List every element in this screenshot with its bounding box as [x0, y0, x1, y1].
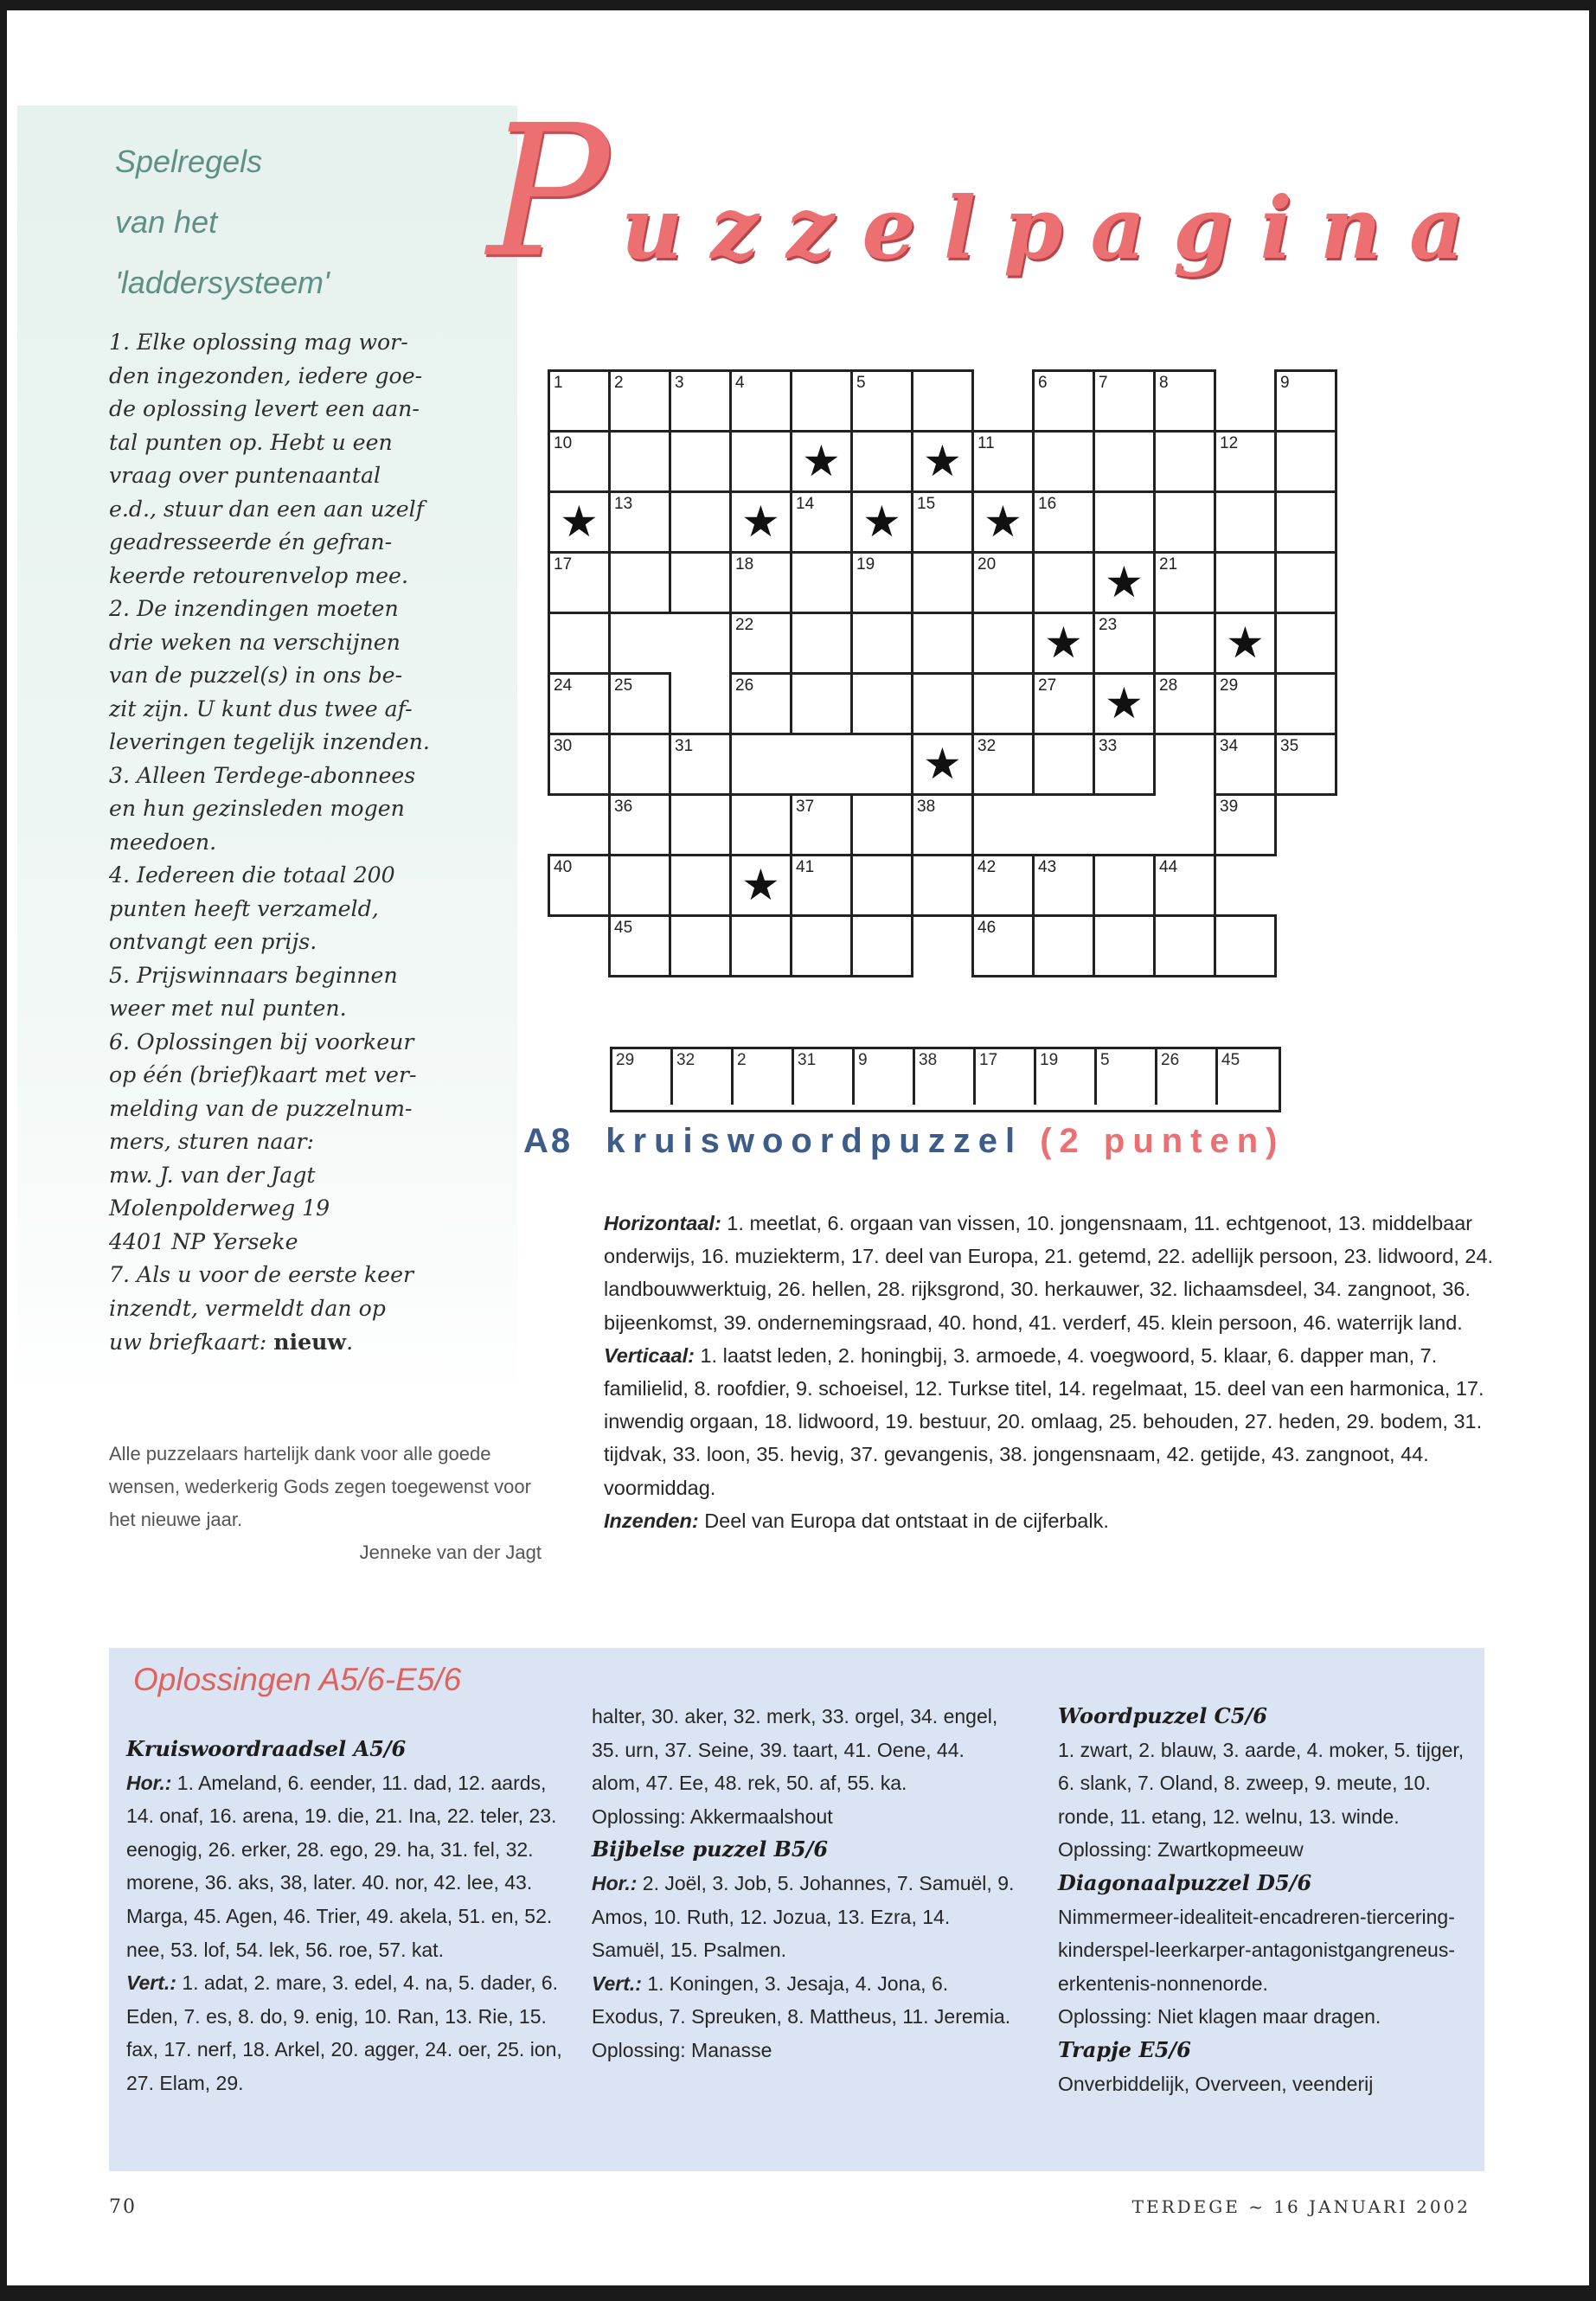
solution-heading: Bijbelse puzzel B5/6 [592, 1836, 829, 1862]
answer-bar-number: 5 [1100, 1051, 1110, 1069]
answer-bar-cell[interactable] [673, 1049, 734, 1105]
rule-line: geadresseerde én gefran- [109, 529, 393, 554]
clues-vertical-label: Verticaal: [604, 1343, 695, 1367]
grid-cell[interactable] [1093, 612, 1153, 672]
grid-cell[interactable] [790, 490, 850, 551]
grid-cell-number: 36 [614, 798, 633, 816]
grid-cell[interactable] [729, 551, 790, 612]
grid-cell-number: 9 [1280, 374, 1290, 392]
grid-cell-number: 44 [1159, 858, 1178, 876]
grid-cell[interactable] [850, 430, 911, 490]
rule-line: 4401 NP Yerseke [109, 1228, 298, 1254]
grid-cell-number: 18 [735, 555, 754, 574]
grid-cell[interactable] [729, 672, 790, 735]
grid-cell-number: 17 [554, 555, 573, 574]
answer-bar-number: 31 [798, 1051, 817, 1069]
grid-cell[interactable] [548, 612, 611, 672]
grid-cell-number: 4 [735, 374, 745, 392]
grid-cell-star[interactable] [971, 490, 1032, 551]
rule-line: 5. Prijswinnaars beginnen [109, 962, 398, 988]
grid-cell[interactable] [850, 793, 911, 854]
answer-bar-cell[interactable] [855, 1049, 915, 1105]
solution-body: 1. Ameland, 6. eender, 11. dad, 12. aards, 14. onaf, 16. arena, 19. die, 21. Ina, 22. teler, 23. eenogig, 26. erker, 28. ego, 29. ha, 31. fel, 32. morene, 36. aks, 38, later. 40. nor, 42. lee, 43. Marga, 45. Agen, 46. Trier, 49. akela, 51. en, 52. nee, 53. lof, 54. lek, 56. roe, 57. kat. [126, 1771, 557, 1961]
rules-title [115, 131, 461, 313]
clues-vertical [604, 1339, 1495, 1504]
puzzle-points: (2 punten) [1040, 1122, 1285, 1160]
grid-cell[interactable] [850, 914, 913, 977]
grid-cell[interactable] [608, 793, 669, 854]
rule-line: de oplossing levert een aan- [109, 396, 420, 421]
grid-cell-number: 46 [977, 919, 997, 937]
grid-cell-number: 23 [1099, 616, 1118, 634]
solutions-title: Oplossingen A5/6-E5/6 [133, 1662, 462, 1697]
answer-bar-cell[interactable] [794, 1049, 855, 1105]
grid-cell[interactable] [911, 490, 971, 551]
answer-bar-cell[interactable] [734, 1049, 794, 1105]
grid-cell[interactable] [1093, 490, 1153, 551]
grid-cell-number: 21 [1159, 555, 1178, 574]
clues-horizontal [604, 1207, 1495, 1339]
solution-answer: Oplossing: Akkermaalshout [592, 1804, 833, 1828]
grid-cell[interactable] [669, 914, 729, 977]
rule-line: 3. Alleen Terdege-abonnees [109, 762, 416, 788]
answer-bar-number: 38 [919, 1051, 938, 1069]
grid-cell[interactable] [608, 914, 669, 977]
grid-cell[interactable] [729, 612, 790, 672]
solution-heading: Woordpuzzel C5/6 [1058, 1703, 1267, 1728]
grid-cell[interactable] [911, 793, 974, 854]
grid-cell[interactable] [1153, 612, 1214, 672]
grid-cell[interactable] [1032, 551, 1093, 612]
rule-line: weer met nul punten. [109, 996, 347, 1021]
rule-line: 7. Als u voor de eerste keer [109, 1262, 414, 1287]
grid-cell[interactable] [790, 854, 850, 914]
rule-line: punten heeft verzameld, [109, 895, 379, 921]
clues-horizontal-text: 1. meetlat, 6. orgaan van vissen, 10. jongensnaam, 11. echtgenoot, 13. middelbaar onderwijs, 16. muziekterm, 17. deel van Europa, 21. getemd, 22. adellijk persoon, 23. lidwoord, 24. landbouwwerktuig, 26. hellen, 28. rijksgrond, 30. herkauwer, 32. lichaamsdeel, 34. zangnoot, 36. bijeenkomst, 39. ondernemingsraad, 40. hond, 41. verderf, 45. klein persoon, 46. waterrijk land. [604, 1212, 1494, 1334]
answer-bar-number: 17 [979, 1051, 998, 1069]
grid-cell-number: 27 [1038, 676, 1057, 695]
grid-cell[interactable] [1153, 551, 1214, 612]
grid-cell[interactable] [548, 369, 608, 430]
grid-cell[interactable] [1214, 733, 1274, 793]
solution-text [126, 1766, 567, 1967]
solution-text [592, 1867, 1016, 1967]
grid-cell-number: 37 [796, 798, 815, 816]
answer-bar-number: 45 [1221, 1051, 1240, 1069]
grid-cell-number: 24 [554, 676, 573, 695]
answer-bar-cell[interactable] [1157, 1049, 1218, 1105]
rule-line: ontvangt een prijs. [109, 929, 317, 954]
rule-last-suffix: . [346, 1330, 354, 1355]
grid-cell[interactable] [1032, 490, 1093, 551]
grid-cell[interactable] [669, 854, 729, 914]
grid-cell[interactable] [548, 854, 608, 917]
grid-cell[interactable] [548, 672, 608, 733]
solution-heading: Diagonaalpuzzel D5/6 [1058, 1869, 1312, 1895]
grid-cell-number: 32 [977, 737, 997, 755]
answer-bar-cell[interactable] [915, 1049, 976, 1105]
grid-cell-number: 25 [614, 676, 633, 695]
grid-cell[interactable] [790, 914, 850, 977]
grid-cell[interactable] [669, 793, 729, 854]
grid-cell[interactable] [608, 490, 669, 551]
rule-line: keerde retourenvelop mee. [109, 562, 408, 588]
solution-body: Onverbiddelijk, Overveen, veenderij [1058, 2072, 1374, 2095]
grid-cell-number: 29 [1220, 676, 1239, 695]
rules-list [109, 326, 472, 1360]
grid-cell-star[interactable] [1093, 551, 1153, 612]
rules-title-line: Spelregels [115, 144, 263, 179]
grid-cell[interactable] [1032, 430, 1093, 490]
thanks-text: Alle puzzelaars hartelijk dank voor alle goede wensen, wederkerig Gods zegen toegewenst voor het nieuwe jaar. [109, 1443, 531, 1530]
grid-cell[interactable] [1093, 430, 1153, 490]
grid-cell[interactable] [1274, 490, 1337, 551]
grid-cell[interactable] [790, 612, 850, 672]
grid-cell[interactable] [1153, 914, 1214, 977]
grid-cell[interactable] [971, 854, 1032, 914]
grid-cell[interactable] [850, 369, 911, 430]
grid-cell-number: 11 [977, 434, 995, 452]
rule-line: 6. Oplossingen bij voorkeur [109, 1029, 414, 1054]
grid-cell[interactable] [911, 612, 971, 672]
grid-cell[interactable] [790, 369, 850, 430]
grid-cell[interactable] [790, 793, 850, 854]
grid-cell[interactable] [1093, 369, 1153, 430]
grid-cell[interactable] [1153, 854, 1216, 914]
grid-cell[interactable] [669, 490, 729, 551]
grid-cell-number: 31 [675, 737, 694, 755]
grid-cell-star[interactable] [850, 490, 911, 551]
grid-cell-number: 40 [554, 858, 573, 876]
magazine-page [7, 10, 1589, 2285]
rule-line: meedoen. [109, 829, 217, 855]
grid-cell[interactable] [1274, 612, 1337, 672]
clues-horizontal-label: Horizontaal: [604, 1212, 721, 1234]
rule-line: drie weken na verschijnen [109, 629, 401, 655]
answer-bar-number: 26 [1161, 1051, 1180, 1069]
grid-cell[interactable] [790, 551, 850, 612]
grid-cell-number: 43 [1038, 858, 1057, 876]
grid-cell-number: 28 [1159, 676, 1178, 695]
rule-line: tal punten op. Hebt u een [109, 429, 393, 455]
rule-line: den ingezonden, iedere goe- [109, 362, 423, 388]
puzzle-title [523, 1122, 1285, 1161]
answer-bar-cell[interactable] [1097, 1049, 1157, 1105]
rule-line: op één (brief)kaart met ver- [109, 1062, 417, 1087]
grid-cell[interactable] [1274, 672, 1337, 733]
answer-bar-number: 19 [1040, 1051, 1059, 1069]
grid-cell-number: 14 [796, 495, 815, 513]
grid-cell[interactable] [729, 430, 790, 490]
rule-line: Molenpolderweg 19 [109, 1195, 330, 1221]
grid-cell-number: 34 [1220, 737, 1239, 755]
rule-line: zit zijn. U kunt dus twee af- [109, 695, 413, 721]
rule-line: mers, sturen naar: [109, 1129, 314, 1154]
solution-label: Vert.: [126, 1971, 176, 1995]
solution-body: 1. zwart, 2. blauw, 3. aarde, 4. moker, 5. tijger, 6. slank, 7. Oland, 8. zweep, 9. meute, 10. ronde, 11. etang, 12. welnu, 13. winde. [1058, 1738, 1465, 1828]
grid-cell[interactable] [1214, 793, 1277, 856]
grid-cell-star[interactable] [790, 430, 850, 490]
grid-cell[interactable] [971, 672, 1032, 733]
grid-cell-number: 16 [1038, 495, 1057, 513]
grid-cell-star[interactable] [729, 490, 790, 551]
grid-cell[interactable] [548, 733, 608, 796]
answer-bar-number: 2 [737, 1051, 747, 1069]
grid-cell[interactable] [548, 551, 608, 612]
clues-send [604, 1504, 1495, 1537]
grid-cell-number: 3 [675, 374, 684, 392]
solution-answer: Oplossing: Manasse [592, 2038, 772, 2061]
solution-label: Vert.: [592, 1971, 642, 1995]
rule-line: vraag over puntenaantal [109, 463, 381, 488]
grid-cell[interactable] [1274, 430, 1337, 490]
grid-cell[interactable] [669, 733, 732, 793]
solutions-column-3 [1058, 1700, 1473, 2100]
rule-line-last [109, 1325, 472, 1360]
grid-cell[interactable] [971, 733, 1032, 796]
rule-line: inzendt, vermeldt dan op [109, 1295, 386, 1321]
grid-cell[interactable] [669, 551, 729, 614]
page-heading [487, 86, 1586, 298]
grid-cell-star[interactable] [1214, 612, 1274, 672]
grid-cell[interactable] [1093, 854, 1153, 914]
clues [604, 1207, 1495, 1537]
grid-cell-star[interactable] [729, 854, 790, 914]
grid-cell-number: 45 [614, 919, 633, 937]
grid-cell[interactable] [1032, 854, 1093, 914]
answer-bar-cell[interactable] [1218, 1049, 1279, 1105]
grid-cell[interactable] [971, 914, 1032, 977]
answer-bar [610, 1047, 1281, 1112]
solution-text [592, 1967, 1016, 2034]
grid-cell-number: 35 [1280, 737, 1299, 755]
grid-cell-number: 19 [856, 555, 875, 574]
grid-cell[interactable] [1093, 914, 1153, 977]
grid-cell-number: 33 [1099, 737, 1118, 755]
grid-cell-number: 8 [1159, 374, 1169, 392]
grid-cell[interactable] [790, 672, 850, 735]
rule-line: e.d., stuur dan een aan uzelf [109, 496, 425, 522]
grid-cell-number: 42 [977, 858, 997, 876]
solutions-column-1 [126, 1733, 567, 2100]
grid-cell[interactable] [1093, 733, 1156, 796]
heading-capital: P [487, 86, 610, 298]
grid-cell[interactable] [971, 551, 1032, 612]
answer-bar-number: 29 [616, 1051, 635, 1069]
answer-bar-cell[interactable] [976, 1049, 1036, 1105]
clues-send-text: Deel van Europa dat ontstaat in de cijferbalk. [698, 1509, 1109, 1532]
rules-title-line: 'laddersysteem' [115, 265, 330, 300]
solution-heading: Trapje E5/6 [1058, 2036, 1191, 2062]
solution-body: halter, 30. aker, 32. merk, 33. orgel, 34. engel, 35. urn, 37. Seine, 39. taart, 41. Oene, 44. alom, 47. Ee, 48. rek, 50. af, 55. ka. [592, 1705, 998, 1795]
thanks-signature: Jenneke van der Jagt [359, 1541, 542, 1563]
clues-vertical-text: 1. laatst leden, 2. honingbij, 3. armoede, 4. voegwoord, 5. klaar, 6. dapper man, 7. familielid, 8. roofdier, 9. schoeisel, 12. Turkse titel, 14. regelmaat, 15. deel van een harmonica, 17. inwendig orgaan, 18. lidwoord, 19. bestuur, 20. omlaag, 25. behouden, 27. heden, 29. bodem, 31. tijdvak, 33. loon, 35. hevig, 37. gevangenis, 38. jongensnaam, 42. getijde, 43. zangnoot, 44. voormiddag. [604, 1343, 1484, 1499]
grid-cell[interactable] [1032, 672, 1093, 733]
grid-cell[interactable] [1274, 733, 1337, 796]
grid-cell-number: 38 [917, 798, 936, 816]
rule-last-prefix: uw briefkaart: [109, 1330, 274, 1355]
grid-cell-number: 12 [1220, 434, 1239, 452]
grid-cell[interactable] [850, 854, 911, 914]
grid-cell-number: 41 [796, 858, 815, 876]
solution-body: Nimmermeer-idealiteit-encadreren-tiercering-kinderspel-leerkarper-antagonistgangreneus-erkentenis-nonnenorde. [1058, 1905, 1455, 1995]
grid-cell-number: 26 [735, 676, 754, 695]
solution-body: 1. Koningen, 3. Jesaja, 4. Jona, 6. Exodus, 7. Spreuken, 8. Mattheus, 11. Jeremia. [592, 1971, 1011, 2029]
grid-cell[interactable] [1214, 672, 1274, 733]
grid-cell-star[interactable] [1093, 672, 1153, 733]
grid-cell[interactable] [1274, 551, 1337, 612]
grid-cell-number: 22 [735, 616, 754, 634]
grid-cell[interactable] [1032, 733, 1093, 796]
rule-line: mw. J. van der Jagt [109, 1162, 316, 1188]
solution-body: 1. adat, 2. mare, 3. edel, 4. na, 5. dader, 6. Eden, 7. es, 8. do, 9. enig, 10. Ran, 13. Rie, 15. fax, 17. nerf, 18. Arkel, 20. agger, 24. oer, 25. ion, 27. Elam, 29. [126, 1971, 562, 2094]
grid-cell-number: 39 [1220, 798, 1239, 816]
puzzle-code: A8 [523, 1122, 574, 1160]
rule-line: 1. Elke oplossing mag wor- [109, 330, 408, 355]
answer-bar-cell[interactable] [612, 1049, 673, 1105]
grid-cell-star[interactable] [548, 490, 608, 551]
grid-cell[interactable] [729, 793, 790, 854]
rule-line: melding van de puzzelnum- [109, 1095, 413, 1121]
grid-cell[interactable] [1214, 551, 1274, 612]
grid-cell[interactable] [608, 733, 669, 793]
grid-cell[interactable] [729, 369, 790, 430]
grid-cell[interactable] [669, 369, 729, 430]
grid-cell-number: 6 [1038, 374, 1048, 392]
solution-text [126, 1966, 567, 2099]
answer-bar-number: 32 [676, 1051, 695, 1069]
puzzle-name: kruiswoordpuzzel [606, 1122, 1023, 1160]
rule-line: 4. Iedereen die totaal 200 [109, 862, 395, 888]
grid-cell[interactable] [608, 369, 669, 430]
grid-cell[interactable] [1032, 914, 1093, 977]
grid-cell-number: 10 [554, 434, 573, 452]
grid-cell-star[interactable] [1032, 612, 1093, 672]
answer-bar-cell[interactable] [1036, 1049, 1097, 1105]
grid-cell[interactable] [608, 551, 669, 614]
grid-cell[interactable] [608, 854, 669, 914]
grid-cell[interactable] [1153, 369, 1216, 430]
grid-cell-star[interactable] [911, 733, 971, 793]
solution-heading: Kruiswoordraadsel A5/6 [126, 1736, 407, 1761]
rule-line: leveringen tegelijk inzenden. [109, 729, 430, 754]
solution-body: 2. Joël, 3. Job, 5. Johannes, 7. Samuël, 9. Amos, 10. Ruth, 12. Jozua, 13. Ezra, 14. Samuël, 15. Psalmen. [592, 1871, 1015, 1962]
grid-cell[interactable] [911, 369, 974, 430]
solution-answer: Oplossing: Niet klagen maar dragen. [1058, 2005, 1381, 2029]
grid-cell[interactable] [850, 551, 911, 612]
rule-line: en hun gezinsleden mogen [109, 796, 405, 821]
grid-cell[interactable] [1274, 369, 1337, 430]
thanks-note [109, 1438, 559, 1569]
solution-label: Hor.: [592, 1871, 638, 1894]
clues-send-label: Inzenden: [604, 1509, 699, 1532]
magazine-footer: TERDEGE ~ 16 JANUARI 2002 [1131, 2196, 1471, 2217]
rule-line: 2. De inzendingen moeten [109, 596, 399, 621]
grid-cell[interactable] [911, 551, 971, 612]
grid-cell[interactable] [608, 430, 669, 490]
grid-cell[interactable] [850, 612, 911, 672]
grid-cell[interactable] [971, 612, 1032, 672]
grid-cell[interactable] [608, 672, 671, 733]
grid-cell-number: 13 [614, 495, 633, 513]
grid-cell-number: 30 [554, 737, 573, 755]
grid-cell[interactable] [548, 430, 608, 490]
solution-answer: Oplossing: Zwartkopmeeuw [1058, 1838, 1304, 1862]
grid-cell[interactable] [1153, 672, 1214, 735]
grid-cell[interactable] [1214, 490, 1274, 551]
rule-last-strong: nieuw [273, 1329, 347, 1355]
grid-cell[interactable] [1032, 369, 1093, 430]
solutions-column-2 [592, 1700, 1016, 2067]
rule-line: van de puzzel(s) in ons be- [109, 663, 403, 688]
grid-cell[interactable] [1153, 430, 1214, 490]
rules-title-line: van het [115, 204, 218, 240]
answer-bar-number: 9 [858, 1051, 868, 1069]
solution-label: Hor.: [126, 1771, 172, 1794]
grid-cell[interactable] [971, 430, 1032, 490]
grid-cell[interactable] [669, 430, 729, 490]
solutions-box [109, 1648, 1484, 2171]
grid-cell-number: 7 [1099, 374, 1108, 392]
grid-cell-number: 5 [856, 374, 866, 392]
grid-cell-number: 20 [977, 555, 997, 574]
grid-cell-star[interactable] [911, 430, 971, 490]
grid-cell[interactable] [1214, 914, 1277, 977]
grid-cell[interactable] [729, 914, 790, 977]
heading-rest: uzzelpagina [621, 179, 1492, 279]
grid-cell[interactable] [850, 672, 911, 735]
grid-cell-number: 2 [614, 374, 624, 392]
grid-cell[interactable] [911, 854, 971, 917]
grid-cell[interactable] [1214, 430, 1274, 490]
grid-cell[interactable] [911, 672, 971, 733]
crossword-grid [548, 369, 1589, 984]
grid-cell[interactable] [1153, 490, 1214, 551]
grid-cell-number: 1 [554, 374, 563, 392]
page-number: 70 [109, 2196, 137, 2218]
grid-cell-number: 15 [917, 495, 936, 513]
